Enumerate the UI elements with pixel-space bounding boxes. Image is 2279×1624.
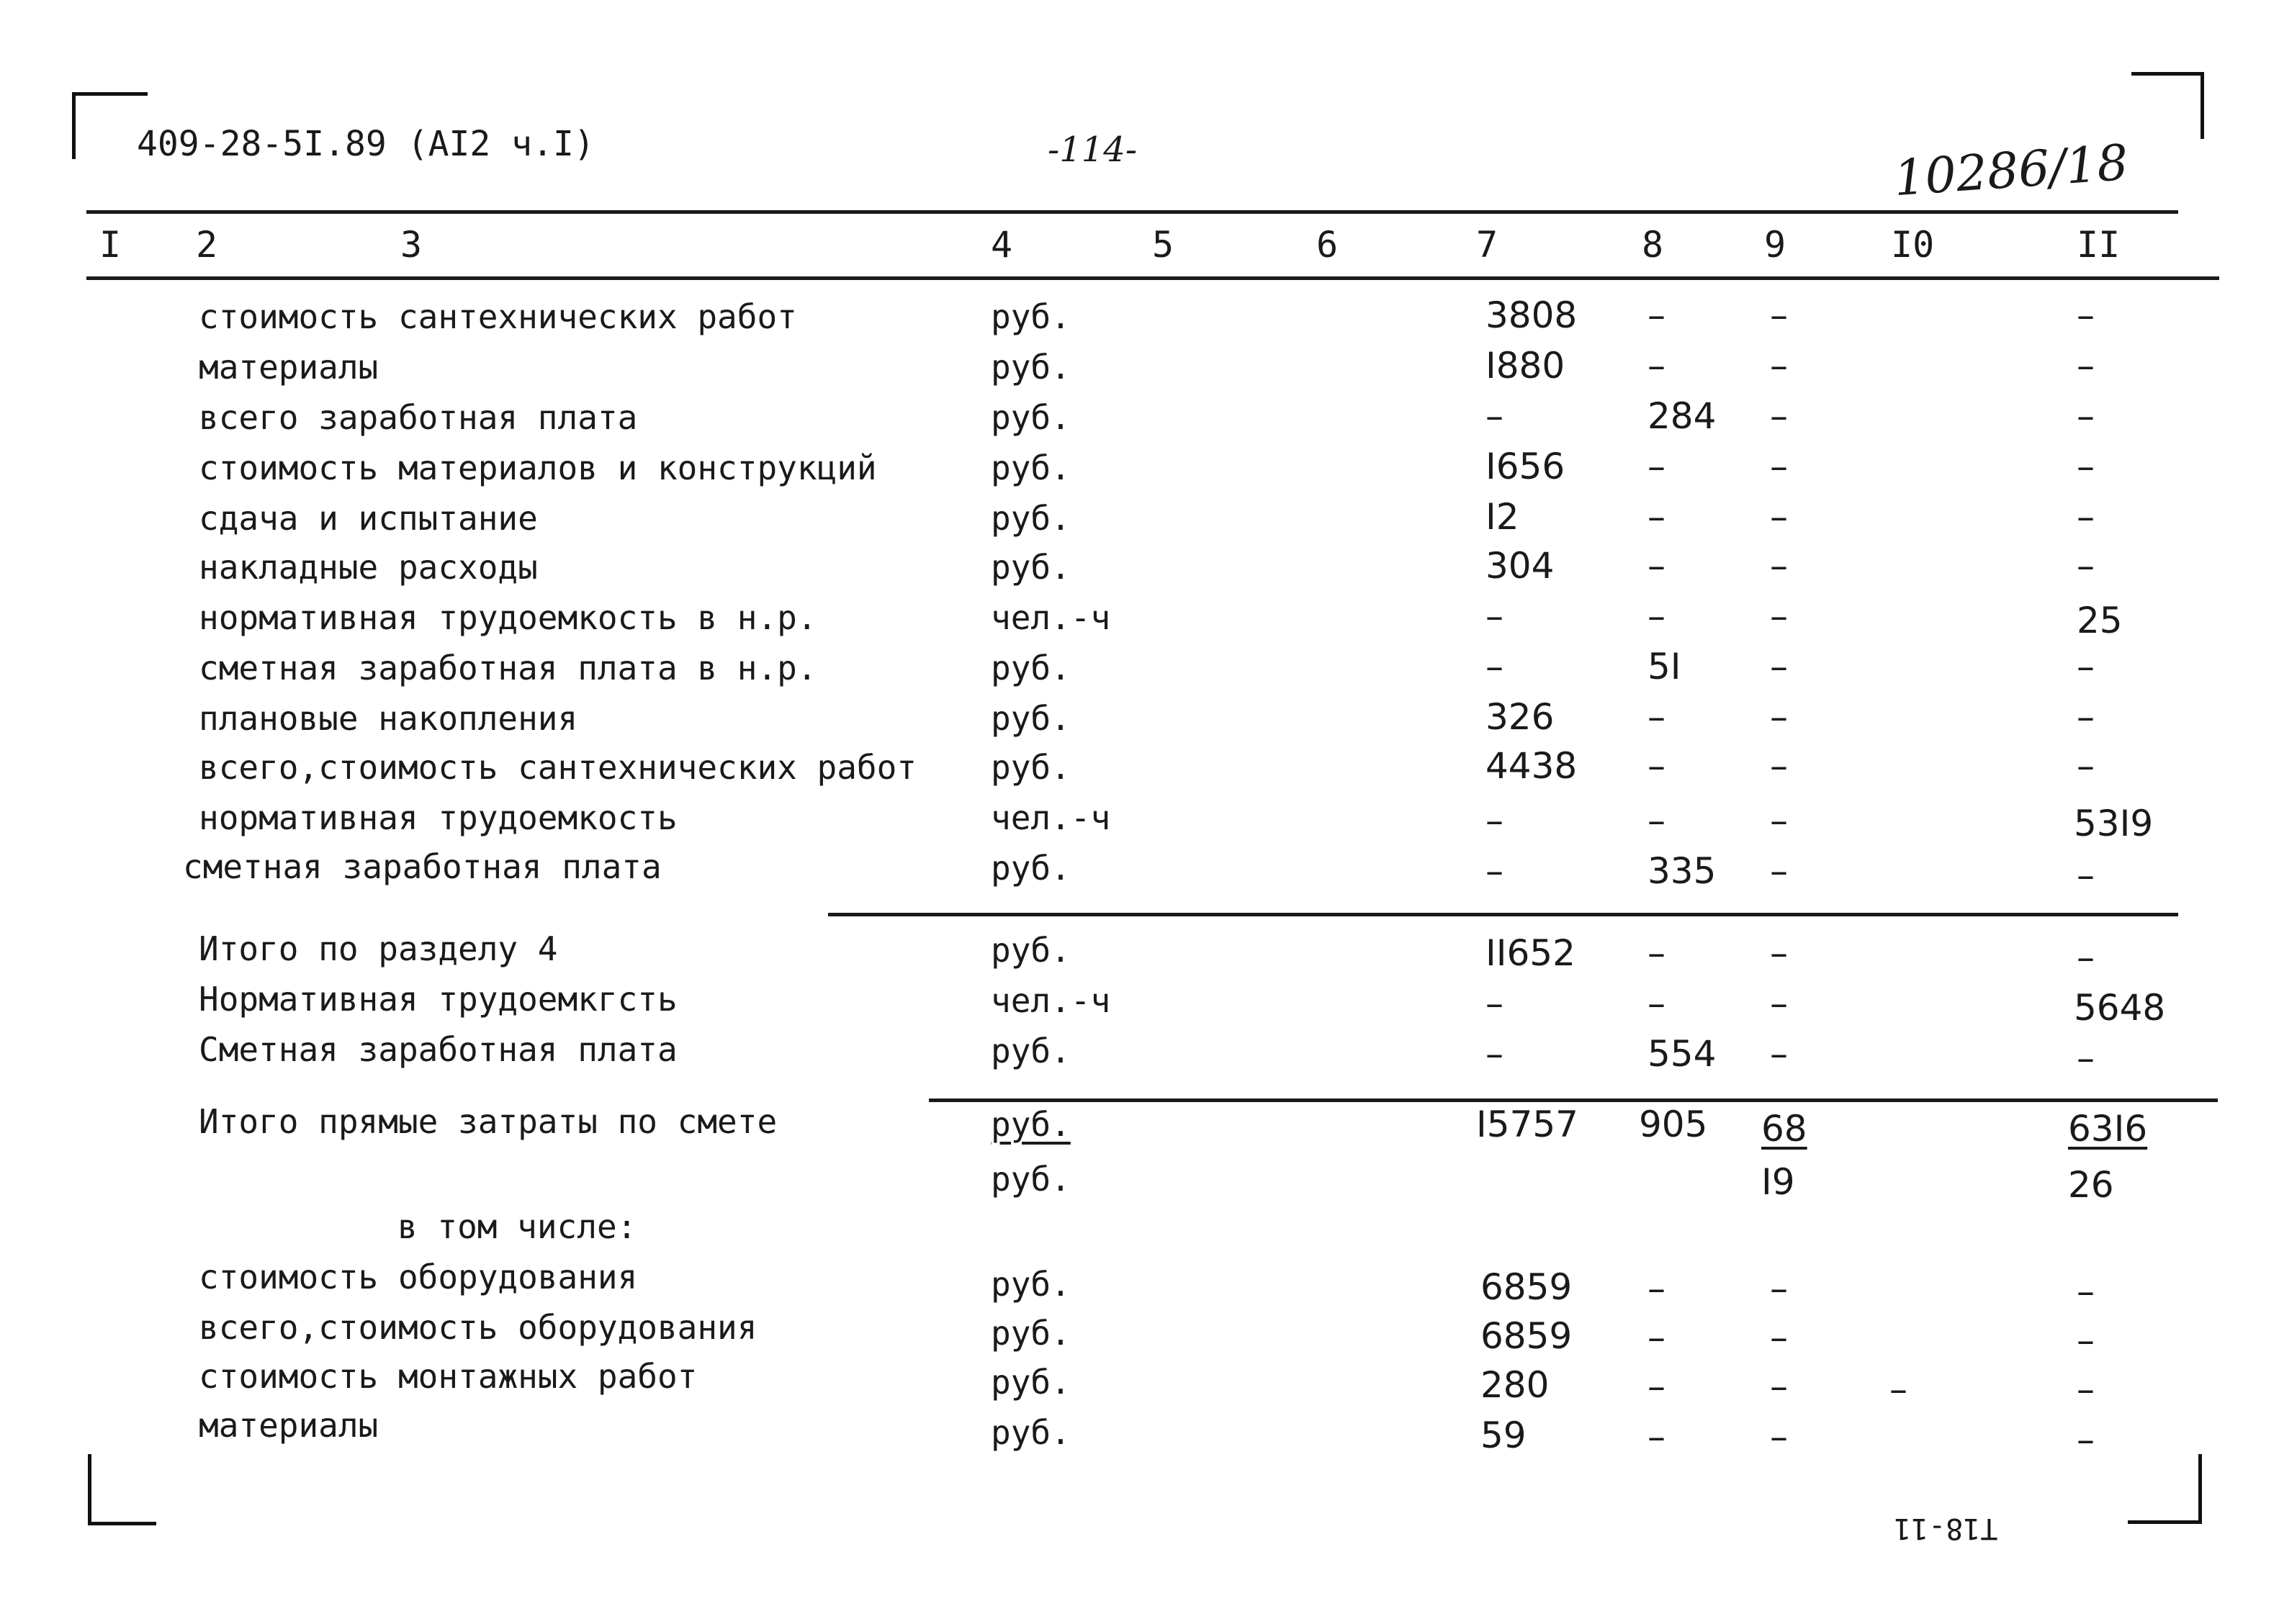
column-header-4: 4 xyxy=(991,224,1013,266)
row-22-col8: – xyxy=(1648,1416,1666,1458)
row-22-col9: – xyxy=(1770,1416,1788,1458)
row-6-col11: – xyxy=(2077,545,2095,587)
row-21-col8: – xyxy=(1648,1366,1666,1407)
row-13-col9: – xyxy=(1770,932,1788,974)
row-6-col8: – xyxy=(1648,545,1666,587)
row-3-unit: руб. xyxy=(991,398,1071,437)
row-5-col11: – xyxy=(2077,496,2095,538)
row-13-col11: – xyxy=(2077,937,2095,978)
row-20-col11: – xyxy=(2077,1320,2095,1361)
corner-mark-bottom-left xyxy=(88,1454,156,1525)
row-11-col9: – xyxy=(1770,800,1788,842)
row-4-name: стоимость материалов и конструкций xyxy=(199,448,877,487)
row-12-col9: – xyxy=(1770,850,1788,892)
row-12-col7: – xyxy=(1485,850,1503,892)
row-17-col11: 26 xyxy=(2068,1164,2114,1206)
row-9-unit: руб. xyxy=(991,699,1071,738)
row-16-col9: 68 xyxy=(1761,1108,1807,1150)
row-6-unit: руб. xyxy=(991,548,1071,587)
row-9-col7: 326 xyxy=(1485,696,1555,738)
column-header-1: I xyxy=(99,224,122,266)
row-13-unit: руб. xyxy=(991,931,1071,970)
row-4-col11: – xyxy=(2077,446,2095,487)
row-4-unit: руб. xyxy=(991,448,1071,487)
row-14-name: Нормативная трудоемкгсть xyxy=(199,980,678,1019)
section-rule-1 xyxy=(828,913,2178,916)
row-6-col7: 304 xyxy=(1485,545,1555,587)
row-5-col9: – xyxy=(1770,496,1788,538)
row-9-col8: – xyxy=(1648,696,1666,738)
row-11-unit: чел.-ч xyxy=(991,798,1111,837)
row-10-col7: 4438 xyxy=(1485,745,1578,787)
row-16-col8: 905 xyxy=(1639,1104,1708,1145)
section-rule-2 xyxy=(929,1099,2218,1102)
row-4-col9: – xyxy=(1770,446,1788,487)
row-1-col9: – xyxy=(1770,294,1788,336)
row-11-col11: 53I9 xyxy=(2074,803,2154,844)
row-15-col9: – xyxy=(1770,1033,1788,1075)
row-19-col11: – xyxy=(2077,1271,2095,1312)
row-7-col8: – xyxy=(1648,595,1666,637)
row-14-col8: – xyxy=(1648,983,1666,1024)
column-header-11: II xyxy=(2077,224,2121,266)
row-6-col9: – xyxy=(1770,545,1788,587)
row-19-unit: руб. xyxy=(991,1265,1071,1304)
row-15-col7: – xyxy=(1485,1033,1503,1075)
row-1-col11: – xyxy=(2077,294,2095,336)
row-22-unit: руб. xyxy=(991,1413,1071,1452)
row-19-col7: 6859 xyxy=(1480,1266,1573,1308)
column-header-10: I0 xyxy=(1891,224,1935,266)
row-7-col7: – xyxy=(1485,595,1503,637)
row-2-col8: – xyxy=(1648,345,1666,387)
row-19-col8: – xyxy=(1648,1268,1666,1309)
row-13-col7: II652 xyxy=(1485,932,1575,974)
corner-mark-top-right xyxy=(2131,72,2204,139)
row-8-name: сметная заработная плата в н.р. xyxy=(199,649,817,687)
column-header-2: 2 xyxy=(196,224,218,266)
row-19-col9: – xyxy=(1770,1268,1788,1309)
row-2-col7: I880 xyxy=(1485,345,1565,387)
row-8-col8: 5I xyxy=(1648,646,1681,687)
row-8-unit: руб. xyxy=(991,649,1071,687)
row-7-col11: 25 xyxy=(2077,600,2123,641)
sheet-reference: 10286/18 xyxy=(1892,134,2131,208)
row-14-col9: – xyxy=(1770,983,1788,1024)
row-1-col7: 3808 xyxy=(1485,294,1578,336)
row-20-unit: руб. xyxy=(991,1314,1071,1353)
row-14-col11: 5648 xyxy=(2074,987,2166,1029)
row-12-col8: 335 xyxy=(1648,850,1717,892)
column-header-5: 5 xyxy=(1152,224,1174,266)
column-header-7: 7 xyxy=(1476,224,1498,266)
row-5-col8: – xyxy=(1648,496,1666,538)
row-9-col11: – xyxy=(2077,696,2095,738)
row-19-name: стоимость оборудования xyxy=(199,1258,638,1296)
row-5-name: сдача и испытание xyxy=(199,499,538,538)
row-12-col11: – xyxy=(2077,854,2095,896)
row-16-name: Итого прямые затраты по смете xyxy=(199,1102,778,1141)
column-header-6: 6 xyxy=(1316,224,1339,266)
row-10-name: всего,стоимость сантехнических работ xyxy=(199,748,917,787)
row-3-col7: – xyxy=(1485,395,1503,437)
row-4-col7: I656 xyxy=(1485,446,1565,487)
row-22-name: материалы xyxy=(199,1406,379,1445)
row-1-name: стоимость сантехнических работ xyxy=(199,297,797,336)
row-22-col7: 59 xyxy=(1480,1415,1527,1456)
row-15-col8: 554 xyxy=(1648,1033,1717,1075)
row-10-col9: – xyxy=(1770,745,1788,787)
row-1-col8: – xyxy=(1648,294,1666,336)
row-14-col7: – xyxy=(1485,983,1503,1024)
row-8-col11: – xyxy=(2077,646,2095,687)
page-number: -114- xyxy=(1048,130,1138,170)
row-2-col9: – xyxy=(1770,345,1788,387)
row-13-name: Итого по разделу 4 xyxy=(199,929,558,968)
row-3-name: всего заработная плата xyxy=(199,398,638,437)
row-12-unit: руб. xyxy=(991,849,1071,888)
row-21-col9: – xyxy=(1770,1366,1788,1407)
row-4-col8: – xyxy=(1648,446,1666,487)
row-21-col10: – xyxy=(1889,1368,1907,1410)
row-10-unit: руб. xyxy=(991,748,1071,787)
row-11-col7: – xyxy=(1485,800,1503,842)
row-20-col7: 6859 xyxy=(1480,1315,1573,1357)
column-header-rule xyxy=(86,276,2219,280)
row-14-unit: чел.-ч xyxy=(991,981,1111,1020)
row-15-unit: руб. xyxy=(991,1032,1071,1070)
row-8-col7: – xyxy=(1485,646,1503,687)
row-17-col9: I9 xyxy=(1761,1161,1795,1203)
row-15-col11: – xyxy=(2077,1037,2095,1079)
row-3-col11: – xyxy=(2077,395,2095,437)
row-16-unit: руб. xyxy=(991,1105,1071,1144)
row-15-name: Сметная заработная плата xyxy=(199,1030,678,1069)
row-1-unit: руб. xyxy=(991,297,1071,336)
row-3-col8: 284 xyxy=(1648,395,1717,437)
row-21-col11: – xyxy=(2077,1368,2095,1410)
row-2-name: материалы xyxy=(199,348,379,387)
row-2-col11: – xyxy=(2077,345,2095,387)
row-9-name: плановые накопления xyxy=(199,699,578,738)
row-16-col11: 63I6 xyxy=(2068,1108,2148,1150)
row-3-col9: – xyxy=(1770,395,1788,437)
row-7-col9: – xyxy=(1770,595,1788,637)
row-5-unit: руб. xyxy=(991,499,1071,538)
row-2-unit: руб. xyxy=(991,348,1071,387)
row-21-col7: 280 xyxy=(1480,1364,1550,1406)
row-7-unit: чел.-ч xyxy=(991,598,1111,637)
row-9-col9: – xyxy=(1770,696,1788,738)
row-12-name: сметная заработная плата xyxy=(183,847,662,886)
row-21-unit: руб. xyxy=(991,1363,1071,1402)
footer-stamp: Т18-11 xyxy=(1894,1512,1998,1545)
row-8-col9: – xyxy=(1770,646,1788,687)
row-10-col8: – xyxy=(1648,745,1666,787)
row-13-col8: – xyxy=(1648,932,1666,974)
row-7-name: нормативная трудоемкость в н.р. xyxy=(199,598,817,637)
column-header-8: 8 xyxy=(1642,224,1664,266)
row-21-name: стоимость монтажных работ xyxy=(199,1357,698,1396)
row-18-name: в том числе: xyxy=(397,1207,637,1246)
document-code: 409-28-5I.89 (АI2 ч.I) xyxy=(137,124,595,164)
header-rule xyxy=(86,210,2178,214)
column-header-3: 3 xyxy=(400,224,423,266)
corner-mark-bottom-right xyxy=(2128,1454,2202,1524)
row-20-col8: – xyxy=(1648,1317,1666,1358)
row-22-col11: – xyxy=(2077,1419,2095,1461)
column-header-9: 9 xyxy=(1764,224,1786,266)
row-20-name: всего,стоимость оборудования xyxy=(199,1308,758,1347)
row-20-col9: – xyxy=(1770,1317,1788,1358)
row-5-col7: I2 xyxy=(1485,496,1519,538)
row-17-unit: руб. xyxy=(991,1160,1071,1199)
row-11-col8: – xyxy=(1648,800,1666,842)
row-10-col11: – xyxy=(2077,745,2095,787)
row-6-name: накладные расходы xyxy=(199,548,538,587)
row-11-name: нормативная трудоемкость xyxy=(199,798,678,837)
row-16-col7: I5757 xyxy=(1476,1104,1578,1145)
